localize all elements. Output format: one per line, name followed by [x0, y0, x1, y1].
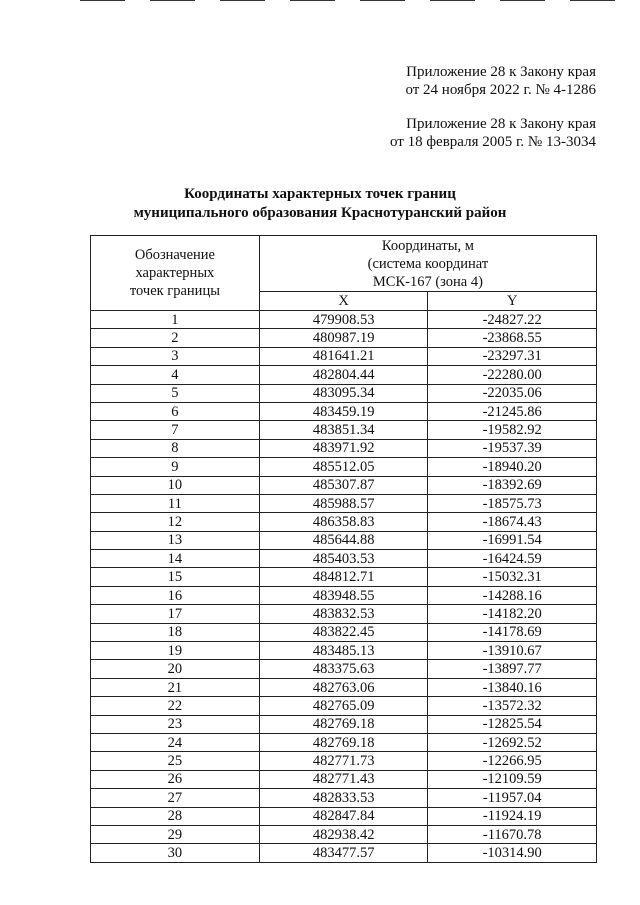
- point-number-cell: 26: [91, 770, 260, 788]
- point-number-cell: 1: [91, 311, 260, 329]
- x-coordinate-cell: 483851.34: [259, 421, 428, 439]
- x-coordinate-cell: 483971.92: [259, 439, 428, 457]
- table-row: [91, 807, 597, 825]
- y-coordinate-cell: -12109.59: [428, 770, 597, 788]
- table-row: [91, 366, 597, 384]
- point-number-cell: 19: [91, 642, 260, 660]
- x-column-header: X: [259, 292, 428, 311]
- y-column-header: Y: [428, 292, 597, 311]
- point-number-cell: 27: [91, 789, 260, 807]
- y-coordinate-cell: -22035.06: [428, 384, 597, 402]
- y-coordinate-cell: -15032.31: [428, 568, 597, 586]
- x-coordinate-cell: 482804.44: [259, 366, 428, 384]
- y-coordinate-cell: -12692.52: [428, 733, 597, 751]
- top-scan-rule: [80, 0, 620, 3]
- table-row: [91, 402, 597, 420]
- y-coordinate-cell: -18575.73: [428, 494, 597, 512]
- x-coordinate-cell: 483948.55: [259, 586, 428, 604]
- table-row: [91, 586, 597, 604]
- x-coordinate-cell: 485644.88: [259, 531, 428, 549]
- point-number-cell: 30: [91, 844, 260, 862]
- table-row: [91, 752, 597, 770]
- table-row: [91, 421, 597, 439]
- coordinates-header: [259, 236, 596, 292]
- table-row: [91, 789, 597, 807]
- x-coordinate-cell: 485512.05: [259, 458, 428, 476]
- x-coordinate-cell: 482771.43: [259, 770, 428, 788]
- y-coordinate-cell: -12266.95: [428, 752, 597, 770]
- point-number-cell: 25: [91, 752, 260, 770]
- point-number-cell: 18: [91, 623, 260, 641]
- table-row: [91, 513, 597, 531]
- point-number-cell: 22: [91, 697, 260, 715]
- point-label-header: [91, 236, 260, 311]
- y-coordinate-cell: -13572.32: [428, 697, 597, 715]
- table-row: [91, 329, 597, 347]
- x-coordinate-cell: 481641.21: [259, 347, 428, 365]
- x-coordinate-cell: 482833.53: [259, 789, 428, 807]
- table-row: [91, 844, 597, 862]
- point-number-cell: 9: [91, 458, 260, 476]
- y-coordinate-cell: -14288.16: [428, 586, 597, 604]
- document-title: [0, 185, 640, 223]
- x-coordinate-cell: 483459.19: [259, 402, 428, 420]
- point-number-cell: 7: [91, 421, 260, 439]
- x-coordinate-cell: 485988.57: [259, 494, 428, 512]
- coordinates-table: [90, 235, 597, 863]
- table-row: [91, 384, 597, 402]
- point-number-cell: 11: [91, 494, 260, 512]
- x-coordinate-cell: 485403.53: [259, 550, 428, 568]
- appendix-reference-original: [390, 115, 596, 151]
- table-row: [91, 458, 597, 476]
- header-text: Обозначение: [134, 247, 215, 263]
- y-coordinate-cell: -13840.16: [428, 678, 597, 696]
- x-coordinate-cell: 483832.53: [259, 605, 428, 623]
- x-coordinate-cell: 482769.18: [259, 715, 428, 733]
- x-coordinate-cell: 483477.57: [259, 844, 428, 862]
- table-row: [91, 531, 597, 549]
- x-coordinate-cell: 482765.09: [259, 697, 428, 715]
- x-coordinate-cell: 482769.18: [259, 733, 428, 751]
- x-coordinate-cell: 483095.34: [259, 384, 428, 402]
- y-coordinate-cell: -18940.20: [428, 458, 597, 476]
- y-coordinate-cell: -16991.54: [428, 531, 597, 549]
- y-coordinate-cell: -16424.59: [428, 550, 597, 568]
- x-coordinate-cell: 479908.53: [259, 311, 428, 329]
- point-number-cell: 6: [91, 402, 260, 420]
- point-number-cell: 13: [91, 531, 260, 549]
- y-coordinate-cell: -19537.39: [428, 439, 597, 457]
- table-row: [91, 733, 597, 751]
- table-row: [91, 697, 597, 715]
- point-number-cell: 16: [91, 586, 260, 604]
- header-text: (система координат: [367, 256, 489, 272]
- title-line: муниципального образования Краснотуранский район: [133, 205, 507, 221]
- point-number-cell: 3: [91, 347, 260, 365]
- point-number-cell: 24: [91, 733, 260, 751]
- table-row: [91, 550, 597, 568]
- appendix-line: Приложение 28 к Закону края: [406, 116, 596, 132]
- y-coordinate-cell: -12825.54: [428, 715, 597, 733]
- point-number-cell: 5: [91, 384, 260, 402]
- x-coordinate-cell: 482847.84: [259, 807, 428, 825]
- x-coordinate-cell: 482938.42: [259, 825, 428, 843]
- y-coordinate-cell: -22280.00: [428, 366, 597, 384]
- table-row: [91, 494, 597, 512]
- point-number-cell: 28: [91, 807, 260, 825]
- table-row: [91, 623, 597, 641]
- table-row: [91, 568, 597, 586]
- x-coordinate-cell: 486358.83: [259, 513, 428, 531]
- table-row: [91, 605, 597, 623]
- y-coordinate-cell: -11957.04: [428, 789, 597, 807]
- table-row: [91, 476, 597, 494]
- x-coordinate-cell: 482771.73: [259, 752, 428, 770]
- x-coordinate-cell: 483822.45: [259, 623, 428, 641]
- table-row: [91, 439, 597, 457]
- table-row: [91, 715, 597, 733]
- x-coordinate-cell: 482763.06: [259, 678, 428, 696]
- table-row: [91, 678, 597, 696]
- header-text: характерных: [135, 265, 215, 281]
- point-number-cell: 14: [91, 550, 260, 568]
- header-text: МСК-167 (зона 4): [372, 274, 483, 290]
- header-text: точек границы: [129, 283, 220, 299]
- table-body: [91, 311, 597, 863]
- point-number-cell: 2: [91, 329, 260, 347]
- point-number-cell: 29: [91, 825, 260, 843]
- y-coordinate-cell: -11670.78: [428, 825, 597, 843]
- y-coordinate-cell: -14182.20: [428, 605, 597, 623]
- y-coordinate-cell: -11924.19: [428, 807, 597, 825]
- table-row: [91, 660, 597, 678]
- point-number-cell: 8: [91, 439, 260, 457]
- x-coordinate-cell: 483375.63: [259, 660, 428, 678]
- y-coordinate-cell: -13910.67: [428, 642, 597, 660]
- y-coordinate-cell: -18674.43: [428, 513, 597, 531]
- x-coordinate-cell: 484812.71: [259, 568, 428, 586]
- y-coordinate-cell: -13897.77: [428, 660, 597, 678]
- title-line: Координаты характерных точек границ: [184, 186, 456, 202]
- y-coordinate-cell: -18392.69: [428, 476, 597, 494]
- y-coordinate-cell: -23868.55: [428, 329, 597, 347]
- table-row: [91, 825, 597, 843]
- table-row: [91, 347, 597, 365]
- appendix-date-line: от 18 февраля 2005 г. № 13-3034: [389, 134, 596, 150]
- point-number-cell: 20: [91, 660, 260, 678]
- table-row: [91, 642, 597, 660]
- y-coordinate-cell: -24827.22: [428, 311, 597, 329]
- header-text: Координаты, м: [381, 238, 474, 254]
- point-number-cell: 15: [91, 568, 260, 586]
- point-number-cell: 21: [91, 678, 260, 696]
- appendix-line: Приложение 28 к Закону края: [406, 64, 596, 80]
- y-coordinate-cell: -10314.90: [428, 844, 597, 862]
- y-coordinate-cell: -14178.69: [428, 623, 597, 641]
- x-coordinate-cell: 483485.13: [259, 642, 428, 660]
- y-coordinate-cell: -21245.86: [428, 402, 597, 420]
- point-number-cell: 4: [91, 366, 260, 384]
- table-row: [91, 311, 597, 329]
- x-coordinate-cell: 485307.87: [259, 476, 428, 494]
- appendix-reference-current: [405, 63, 596, 99]
- point-number-cell: 23: [91, 715, 260, 733]
- y-coordinate-cell: -23297.31: [428, 347, 597, 365]
- table-row: [91, 770, 597, 788]
- appendix-date-line: от 24 ноября 2022 г. № 4-1286: [405, 82, 596, 98]
- table-header-row: [91, 236, 597, 292]
- point-number-cell: 10: [91, 476, 260, 494]
- x-coordinate-cell: 480987.19: [259, 329, 428, 347]
- y-coordinate-cell: -19582.92: [428, 421, 597, 439]
- point-number-cell: 17: [91, 605, 260, 623]
- point-number-cell: 12: [91, 513, 260, 531]
